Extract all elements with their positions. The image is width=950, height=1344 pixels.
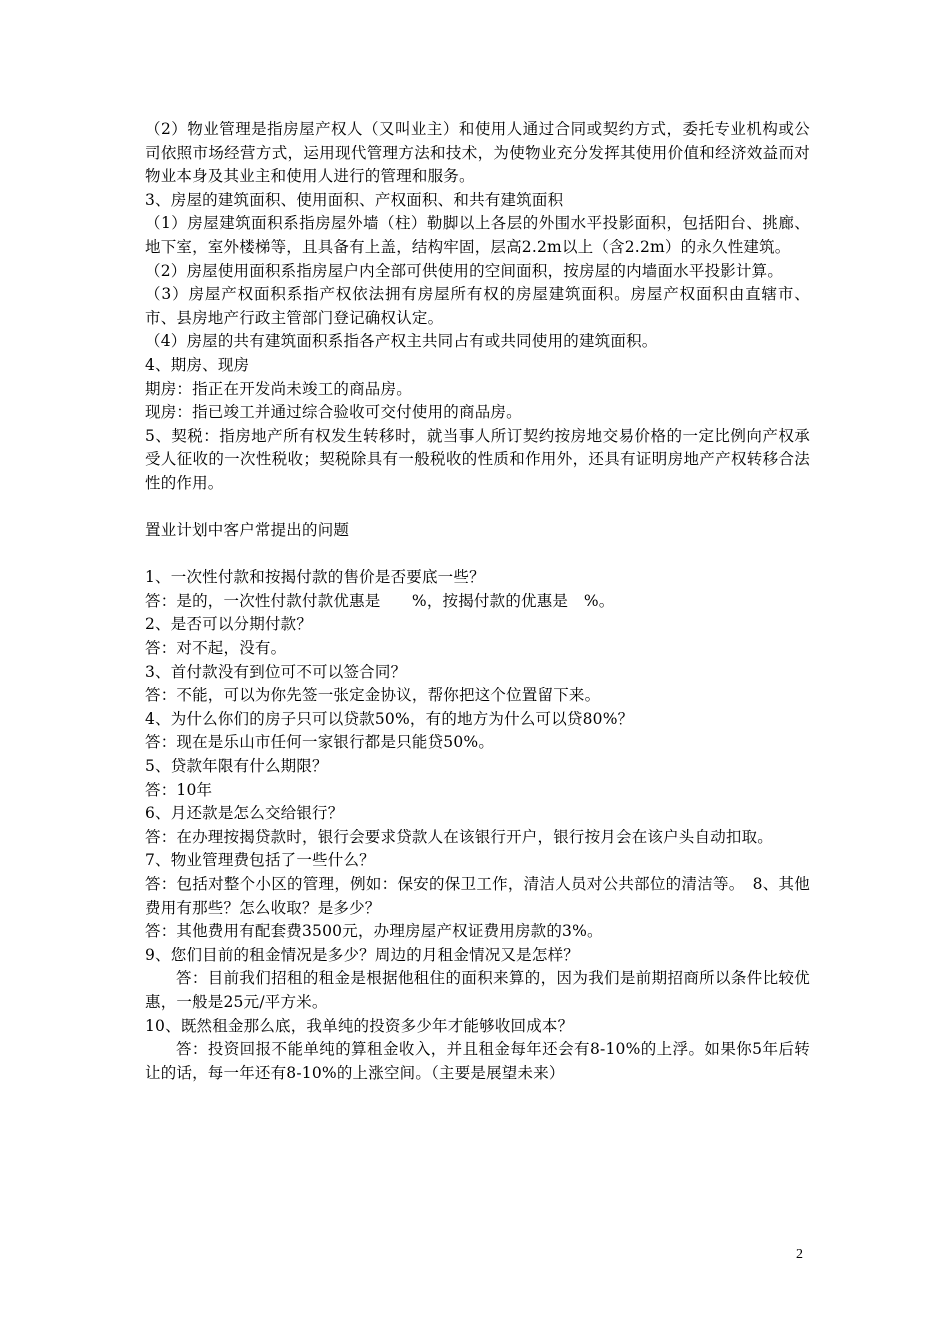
paragraph-building-area: （1）房屋建筑面积系指房屋外墙（柱）勒脚以上各层的外围水平投影面积，包括阳台、挑廊、地下室，室外楼梯等，且具备有上盖，结构牢固，层高2.2m以上（含2.2m）的永久性建筑。 bbox=[145, 214, 810, 256]
paragraph-title-area: （3）房屋产权面积系指产权依法拥有房屋所有权的房屋建筑面积。房屋产权面积由直辖市、市、县房地产行政主管部门登记确权认定。 bbox=[145, 285, 810, 327]
paragraph-property-management: （2）物业管理是指房屋产权人（又叫业主）和使用人通过合同或契约方式，委托专业机构或公司依照市场经营方式，运用现代管理方法和技术，为使物业充分发挥其使用价值和经济效益而对物业本身及其业主和使用人进行的管理和服务。 bbox=[145, 120, 810, 186]
question-6: 6、月还款是怎么交给银行？ bbox=[145, 804, 344, 823]
spacer bbox=[145, 543, 810, 567]
question-10: 10、既然租金那么底，我单纯的投资多少年才能够收回成本？ bbox=[145, 1016, 574, 1035]
question-1: 1、一次性付款和按揭付款的售价是否要底一些？ bbox=[145, 568, 485, 587]
heading-presale-ready: 4、期房、现房 bbox=[145, 355, 250, 374]
answer-1: 答：是的，一次性付款付款优惠是 %，按揭付款的优惠是 %。 bbox=[145, 591, 615, 610]
paragraph-usable-area: （2）房屋使用面积系指房屋户内全部可供使用的空间面积，按房屋的内墙面水平投影计算。 bbox=[145, 261, 784, 280]
answer-9: 答：目前我们招租的租金是根据他租住的面积来算的，因为我们是前期招商所以条件比较优惠，一般是25元/平方米。 bbox=[145, 969, 810, 1011]
page-number: 2 bbox=[796, 1247, 803, 1262]
document-body bbox=[145, 118, 810, 1085]
paragraph-ready-house: 现房：指已竣工并通过综合验收可交付使用的商品房。 bbox=[145, 403, 522, 422]
question-9: 9、您们目前的租金情况是多少？周边的月租金情况又是怎样？ bbox=[145, 945, 579, 964]
question-2: 2、是否可以分期付款？ bbox=[145, 615, 313, 634]
section-title: 置业计划中客户常提出的问题 bbox=[145, 521, 350, 540]
answer-5: 答：10年 bbox=[145, 780, 213, 799]
answer-6: 答：在办理按揭贷款时，银行会要求贷款人在该银行开户，银行按月会在该户头自动扣取。 bbox=[145, 827, 774, 846]
question-7: 7、物业管理费包括了一些什么？ bbox=[145, 851, 375, 870]
question-4: 4、为什么你们的房子只可以贷款50%，有的地方为什么可以贷80%？ bbox=[145, 709, 634, 728]
paragraph-shared-area: （4）房屋的共有建筑面积系指各产权主共同占有或共同使用的建筑面积。 bbox=[145, 332, 658, 351]
spacer bbox=[145, 496, 810, 520]
paragraph-presale: 期房：指正在开发尚未竣工的商品房。 bbox=[145, 379, 412, 398]
paragraph-deed-tax: 5、契税：指房地产所有权发生转移时，就当事人所订契约按房地交易价格的一定比例向产权承受人征收的一次性税收；契税除具有一般税收的性质和作用外，还具有证明房地产产权转移合法性的作用。 bbox=[145, 426, 810, 492]
answer-7: 答：包括对整个小区的管理，例如：保安的保卫工作，清洁人员对公共部位的清洁等。 8、其他费用有那些？怎么收取？是多少？ bbox=[145, 875, 810, 917]
question-3: 3、首付款没有到位可不可以签合同？ bbox=[145, 662, 407, 681]
answer-8: 答：其他费用有配套费3500元，办理房屋产权证费用房款的3%。 bbox=[145, 922, 603, 941]
answer-10: 答：投资回报不能单纯的算租金收入，并且租金每年还会有8-10%的上浮。如果你5年后转让的话，每一年还有8-10%的上涨空间。（主要是展望未来） bbox=[145, 1040, 810, 1082]
answer-4: 答：现在是乐山市任何一家银行都是只能贷50%。 bbox=[145, 733, 495, 752]
question-5: 5、贷款年限有什么期限？ bbox=[145, 757, 328, 776]
answer-2: 答：对不起，没有。 bbox=[145, 639, 287, 658]
answer-3: 答：不能，可以为你先签一张定金协议，帮你把这个位置留下来。 bbox=[145, 686, 601, 705]
heading-area-types: 3、房屋的建筑面积、使用面积、产权面积、和共有建筑面积 bbox=[145, 190, 564, 209]
